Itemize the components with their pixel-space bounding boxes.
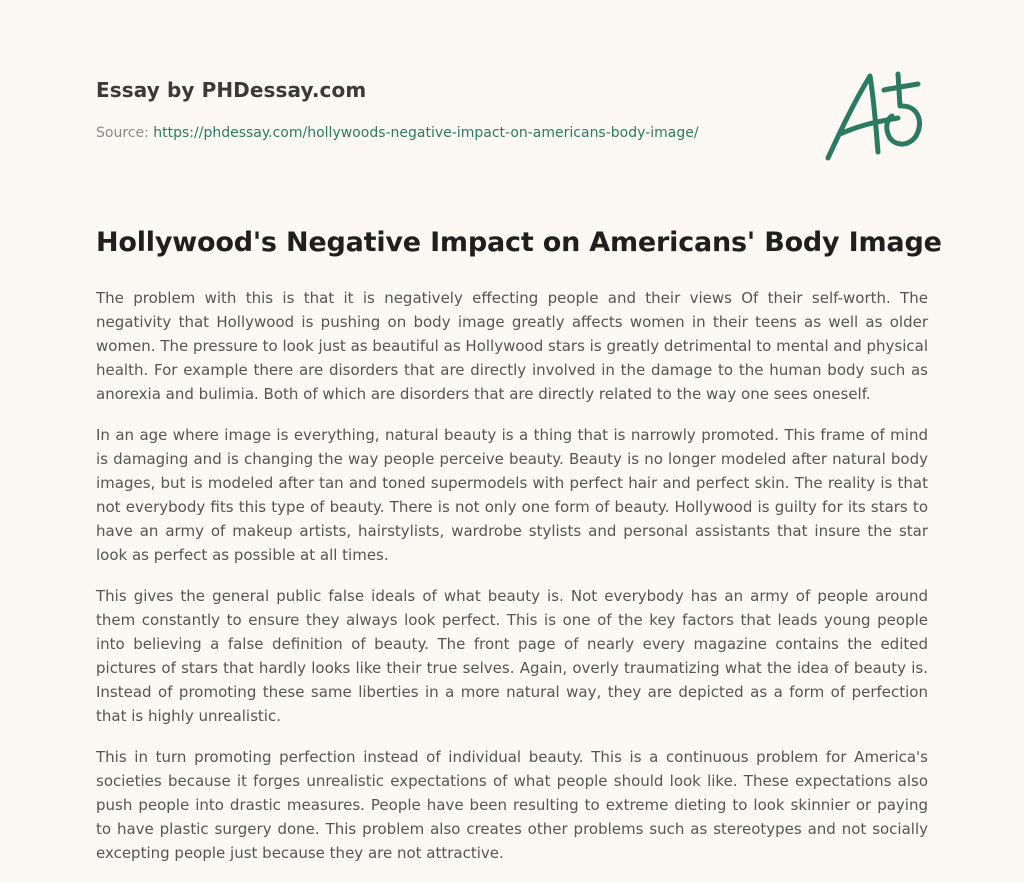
essay-paragraph: This in turn promoting perfection instead of individual beauty. This is a continuous problem for America's societies because it forges unrealistic expectations of what people should look like. These expectations also push people into drastic measures. People have been resulting to extreme dieting to look skinnier or paying to have plastic surgery done. This problem also creates other problems such as stereotypes and not socially excepting people just because they are not attractive. [96, 748, 928, 862]
essay-paragraph: This gives the general public false ideals of what beauty is. Not everybody has an army of people around them constantly to ensure they always look perfect. This is one of the key factors that leads young people into believing a false definition of beauty. The front page of nearly every magazine contains the edited pictures of stars that hardly looks like their true selves. Again, overly traumatizing what the idea of beauty is. Instead of promoting these same liberties in a more natural way, they are depicted as a form of perfection that is highly unrealistic. [96, 587, 928, 725]
a-plus-grade-icon [818, 66, 930, 166]
source-label: Source: [96, 125, 154, 141]
source-line [96, 125, 699, 141]
essay-body [96, 286, 928, 882]
site-title: Essay by PHDessay.com [96, 78, 367, 102]
essay-title: Hollywood's Negative Impact on Americans' Body Image [96, 227, 942, 258]
source-link[interactable]: https://phdessay.com/hollywoods-negative-impact-on-americans-body-image/ [153, 125, 699, 141]
essay-paragraph: In an age where image is everything, natural beauty is a thing that is narrowly promoted. This frame of mind is damaging and is changing the way people perceive beauty. Beauty is no longer modeled after natural body images, but is modeled after tan and toned supermodels with perfect hair and perfect skin. The reality is that not everybody fits this type of beauty. There is not only one form of beauty. Hollywood is guilty for its stars to have an army of makeup artists, hairstylists, wardrobe stylists and personal assistants that insure the star look as perfect as possible at all times. [96, 426, 928, 564]
essay-paragraph: The problem with this is that it is negatively effecting people and their views Of their self-worth. The negativity that Hollywood is pushing on body image greatly affects women in their teens as well as older women. The pressure to look just as beautiful as Hollywood stars is greatly detrimental to mental and physical health. For example there are disorders that are directly involved in the damage to the human body such as anorexia and bulimia. Both of which are disorders that are directly related to the way one sees oneself. [96, 289, 928, 403]
